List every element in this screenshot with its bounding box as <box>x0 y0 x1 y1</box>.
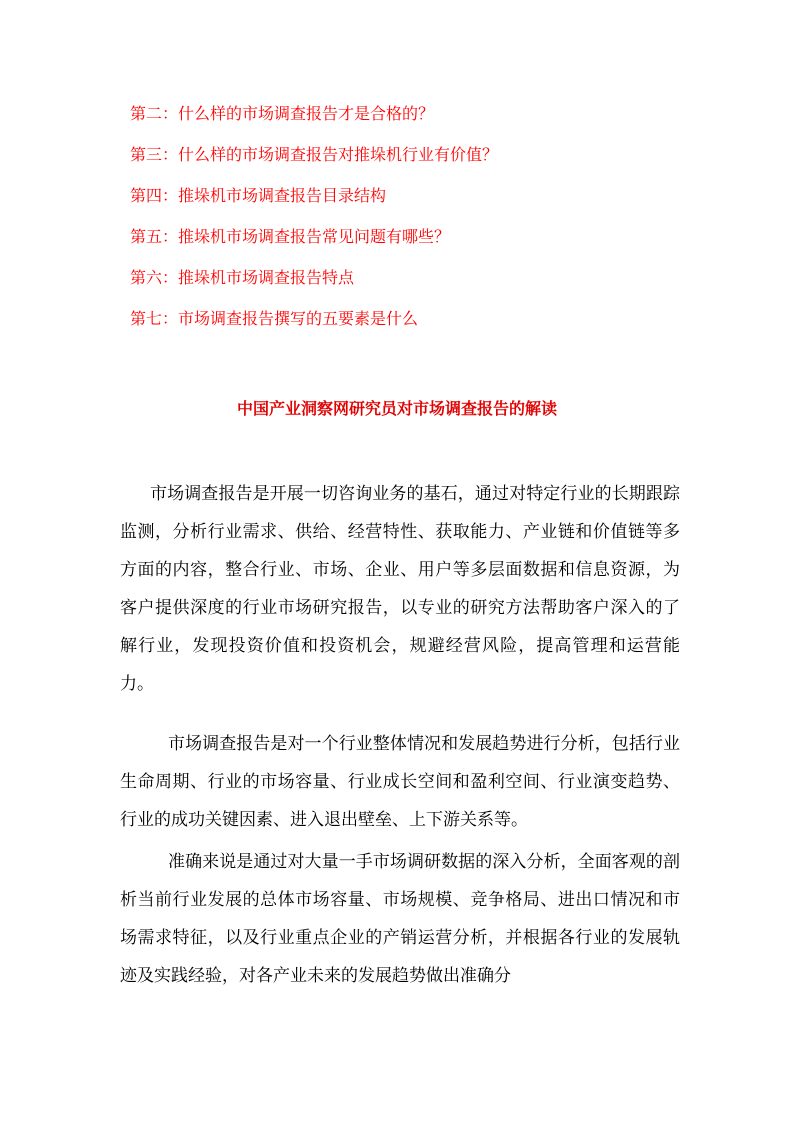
body-paragraph: 准确来说是通过对大量一手市场调研数据的深入分析，全面客观的剖析当前行业发展的总体市场容量、市场规模、竞争格局、进出口情况和市场需求特征，以及行业重点企业的产销运营分析，并根据各行业的发展轨迹及实践经验，对各产业未来的发展趋势做出准确分 <box>120 852 680 986</box>
toc-item-6: 第六：推垛机市场调查报告特点 <box>130 268 355 287</box>
section-title: 中国产业洞察网研究员对市场调查报告的解读 <box>236 399 557 418</box>
toc-item-2: 第二：什么样的市场调查报告才是合格的？ <box>130 104 435 123</box>
paragraph-block-3 <box>120 843 680 995</box>
toc-item-4: 第四：推垛机市场调查报告目录结构 <box>130 186 387 205</box>
body-paragraph: 市场调查报告是对一个行业整体情况和发展趋势进行分析，包括行业生命周期、行业的市场容量、行业成长空间和盈利空间、行业演变趋势、行业的成功关键因素、进入退出壁垒、上下游关系等。 <box>120 734 680 830</box>
body-paragraph: 市场调查报告是开展一切咨询业务的基石，通过对特定行业的长期跟踪监测，分析行业需求、供给、经营特性、获取能力、产业链和价值链等多方面的内容，整合行业、市场、企业、用户等多层面数据和信息资源，为客户提供深度的行业市场研究报告，以专业的研究方法帮助客户深入的了解行业，发现投资价值和投资机会，规避经营风险，提高管理和运营能力。 <box>120 484 680 694</box>
toc-item-3: 第三：什么样的市场调查报告对推垛机行业有价值？ <box>130 145 499 164</box>
table-of-contents <box>130 104 690 350</box>
toc-item-7: 第七：市场调查报告撰写的五要素是什么 <box>130 309 419 328</box>
toc-item-5: 第五：推垛机市场调查报告常见问题有哪些？ <box>130 227 451 246</box>
paragraph-block-2 <box>120 725 680 839</box>
paragraph-block-1 <box>120 475 680 703</box>
